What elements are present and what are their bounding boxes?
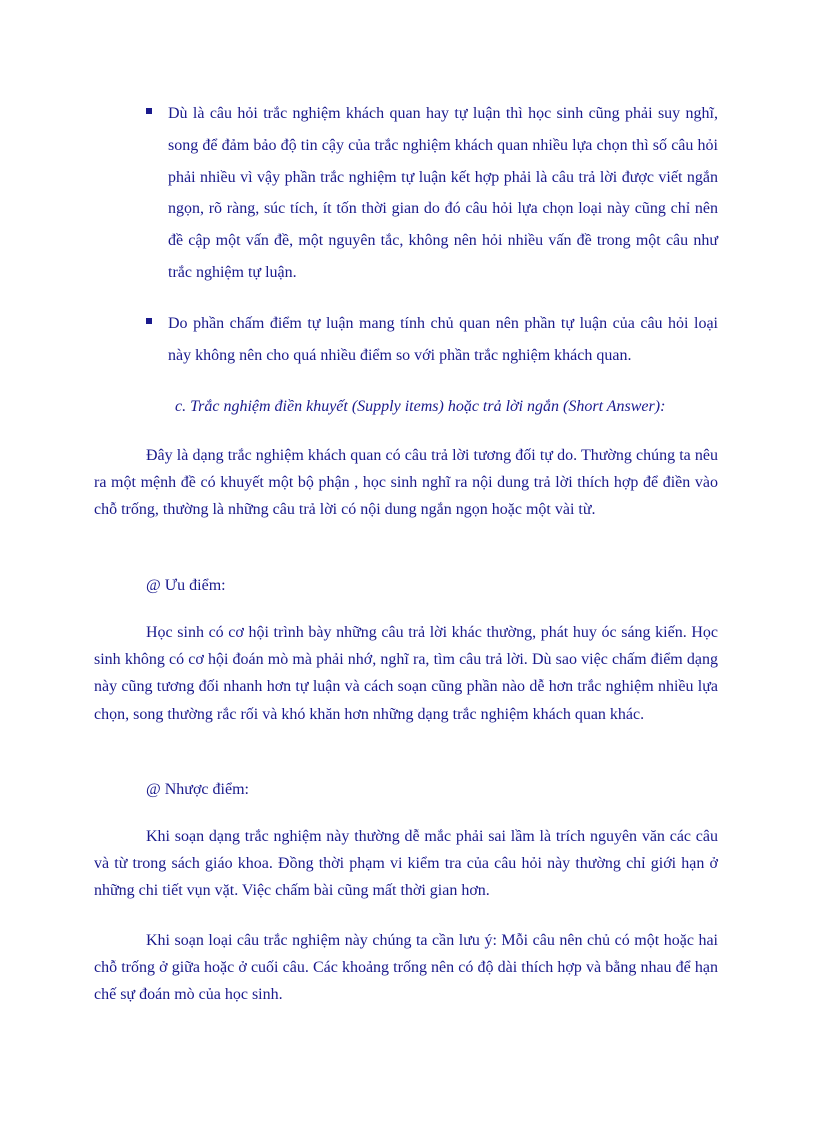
section-heading: c. Trắc nghiệm điền khuyết (Supply items) hoặc trả lời ngắn (Short Answer): xyxy=(175,398,666,415)
advantages-label: @ Ưu điểm: xyxy=(146,577,226,594)
bullet-text-1: Dù là câu hỏi trắc nghiệm khách quan hay tự luận thì học sinh cũng phải suy nghĩ, song để đảm bảo độ tin cậy của trắc nghiệm khách quan nhiều lựa chọn thì số câu hỏi phải nhiều vì vậy phần trắc nghiệm tự luận kết hợp phải là câu trả lời được viết ngắn ngọn, rõ ràng, súc tích, ít tốn thời gian do đó câu hỏi lựa chọn loại này cũng chỉ nên đề cập một vấn đề, một nguyên tắc, không nên hỏi nhiều vấn đề trong một câu như trắc nghiệm tự luận. xyxy=(168,105,718,281)
square-bullet-icon xyxy=(146,318,152,324)
square-bullet-icon xyxy=(146,108,152,114)
advantages-paragraph: Học sinh có cơ hội trình bày những câu trả lời khác thường, phát huy óc sáng kiến. Học sinh không có cơ hội đoán mò mà phải nhớ, nghĩ ra, tìm câu trả lời. Dù sao việc chấm điểm dạng này cũng tương đối nhanh hơn tự luận và cách soạn cũng phần nào dễ hơn trắc nghiệm nhiều lựa chọn, song thường rắc rối và khó khăn hơn những dạng trắc nghiệm khách quan khác. xyxy=(94,624,718,723)
disadvantages-paragraph: Khi soạn dạng trắc nghiệm này thường dễ mắc phải sai lầm là trích nguyên văn các câu và từ trong sách giáo khoa. Đồng thời phạm vi kiểm tra của câu hỏi này thường chỉ giới hạn ở những chi tiết vụn vặt. Việc chấm bài cũng mất thời gian hơn. xyxy=(94,828,718,900)
bullet-item-1 xyxy=(146,98,718,289)
note-paragraph: Khi soạn loại câu trắc nghiệm này chúng ta cần lưu ý: Mỗi câu nên chủ có một hoặc hai chỗ trống ở giữa hoặc ở cuối câu. Các khoảng trống nên có độ dài thích hợp và bằng nhau để hạn chế sự đoán mò của học sinh. xyxy=(94,932,718,1004)
intro-paragraph: Đây là dạng trắc nghiệm khách quan có câu trả lời tương đối tự do. Thường chúng ta nêu ra một mệnh đề có khuyết một bộ phận , học sinh nghĩ ra nội dung trả lời thích hợp để điền vào chỗ trống, thường là những câu trả lời có nội dung ngắn ngọn hoặc một vài từ. xyxy=(94,447,718,519)
bullet-text-2: Do phần chấm điểm tự luận mang tính chủ quan nên phần tự luận của câu hỏi loại này không nên cho quá nhiều điểm so với phần trắc nghiệm khách quan. xyxy=(168,315,718,364)
bullet-item-2 xyxy=(146,308,718,372)
disadvantages-label: @ Nhược điểm: xyxy=(146,781,249,798)
